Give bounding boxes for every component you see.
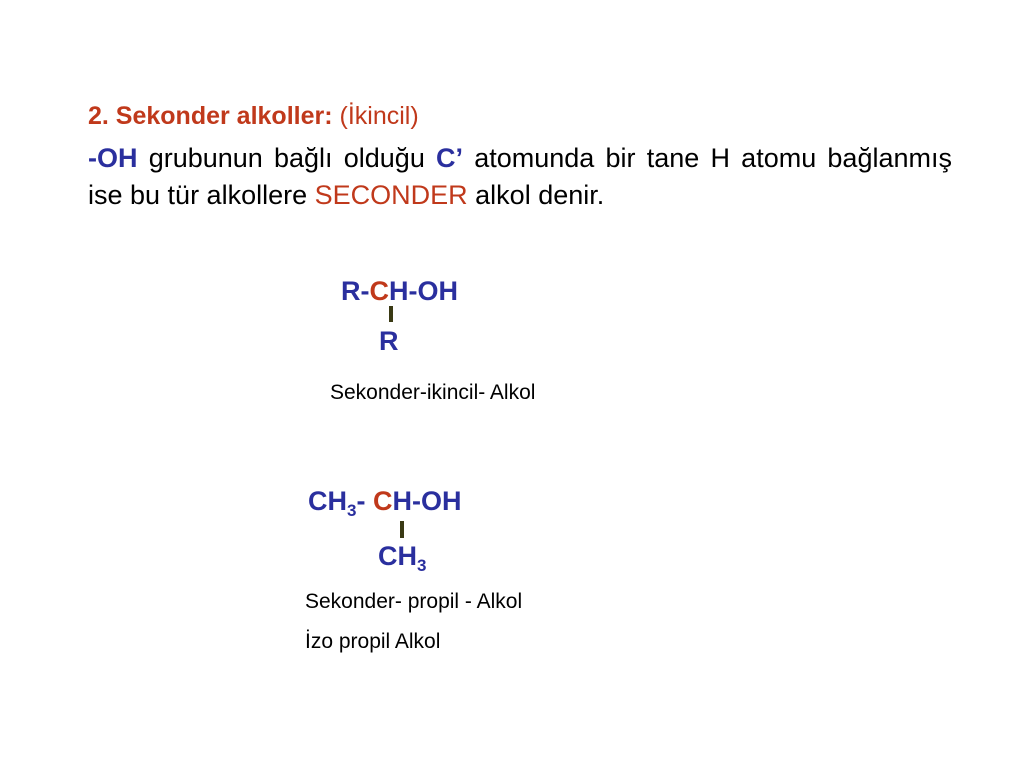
- formula2-branch: [378, 541, 427, 575]
- definition-paragraph: [88, 140, 952, 214]
- formula2-suffix: H-OH: [392, 486, 462, 516]
- paragraph-text-3: alkol denir.: [467, 180, 605, 210]
- formula1-suffix: H-OH: [389, 276, 458, 306]
- formula1-bond: [389, 306, 393, 322]
- paragraph-text-1: grubunun bağlı olduğu: [137, 143, 437, 173]
- paragraph-text-2: atomunda bir tane H atomu bağlanmış ise bu tür alkollere: [88, 143, 952, 210]
- seconder-term: SECONDER: [314, 180, 468, 210]
- heading-title: 2. Sekonder alkoller:: [88, 102, 333, 130]
- oh-group: -OH: [88, 143, 138, 173]
- general-formula: [341, 276, 458, 306]
- slide-heading: [88, 99, 419, 133]
- c-atom-label: C’: [436, 143, 464, 173]
- formula1-center-carbon: C: [369, 276, 389, 306]
- formula2-branch-ch: CH: [378, 541, 417, 571]
- formula2-center-carbon: C: [372, 486, 393, 516]
- formula2-sub: 3: [347, 501, 357, 520]
- formula2-ch: CH: [308, 486, 347, 516]
- formula1-prefix: R-: [341, 276, 370, 306]
- heading-subtitle: (İkincil): [339, 102, 419, 130]
- formula1-caption: Sekonder-ikincil- Alkol: [330, 381, 536, 404]
- formula2-dash: -: [356, 486, 373, 516]
- formula2-caption-1: Sekonder- propil - Alkol: [305, 590, 523, 613]
- formula2-caption-2: İzo propil Alkol: [305, 630, 441, 653]
- formula2-branch-sub: 3: [417, 556, 427, 575]
- formula1-branch: R: [379, 326, 399, 356]
- formula2-bond: [400, 521, 404, 538]
- isopropyl-formula: [308, 486, 462, 520]
